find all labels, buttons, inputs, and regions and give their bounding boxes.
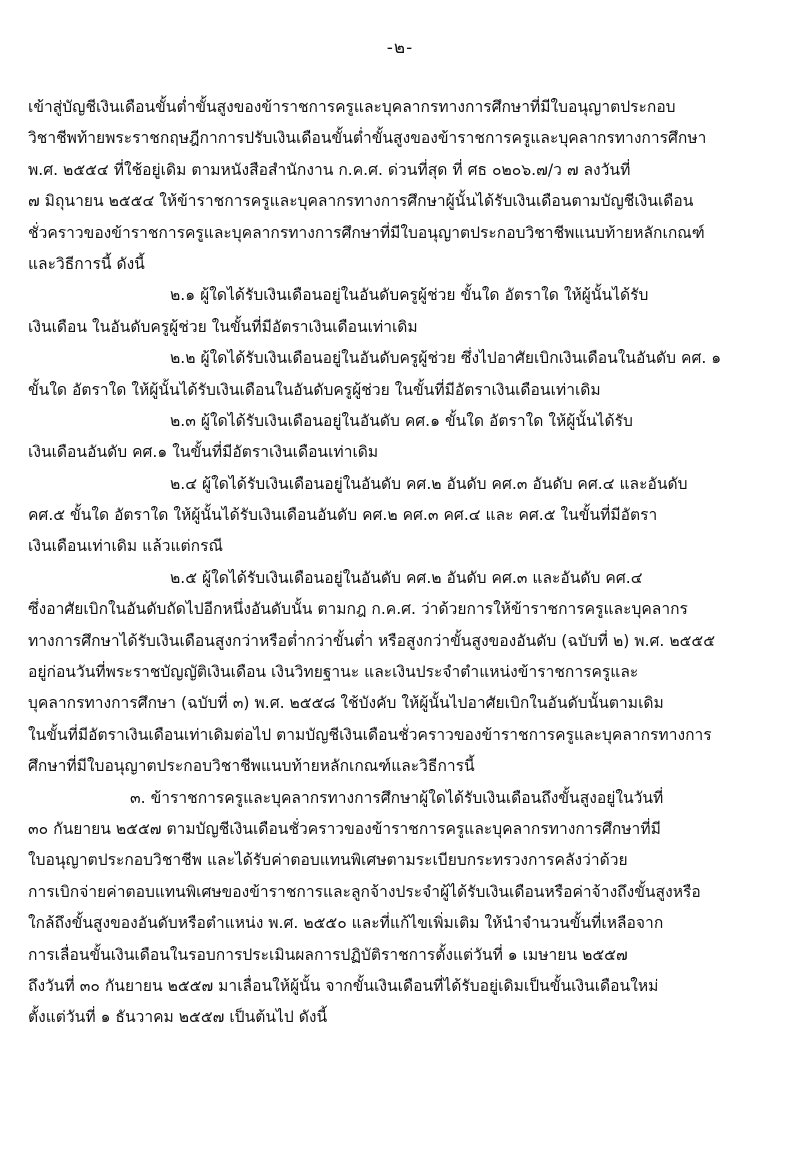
clause-2-5 — [28, 563, 780, 783]
document-body — [28, 92, 780, 1034]
text-line: อยู่ก่อนวันที่พระราชบัญญัติเงินเดือน เงินวิทยฐานะ และเงินประจำตำแหน่งข้าราชการครูและ — [28, 663, 639, 682]
clause-2-2 — [28, 343, 780, 406]
text-line: และวิธีการนี้ ดังนี้ — [28, 254, 145, 273]
text-line: ๒.๓ ผู้ใดได้รับเงินเดือนอยู่ในอันดับ คศ.๑ ขั้นใด อัตราใด ให้ผู้นั้นได้รับ — [170, 411, 633, 430]
text-line: ๗ มิถุนายน ๒๕๕๔ ให้ข้าราชการครูและบุคลากรทางการศึกษาผู้นั้นได้รับเงินเดือนตามบัญชีเงินเดือน — [28, 192, 694, 211]
text-line: ถึงวันที่ ๓๐ กันยายน ๒๕๕๗ มาเลื่อนให้ผู้นั้น จากขั้นเงินเดือนที่ได้รับอยู่เดิมเป็นขั้นเงินเดือนใหม่ — [28, 976, 659, 995]
text-line: ซึ่งอาศัยเบิกในอันดับถัดไปอีกหนึ่งอันดับนั้น ตามกฎ ก.ค.ศ. ว่าด้วยการให้ข้าราชการครูและบุคลากร — [28, 600, 688, 619]
text-line: การเลื่อนขั้นเงินเดือนในรอบการประเมินผลการปฏิบัติราชการตั้งแต่วันที่ ๑ เมษายน ๒๕๕๗ — [28, 945, 628, 964]
text-line: ๒.๑ ผู้ใดได้รับเงินเดือนอยู่ในอันดับครูผู้ช่วย ขั้นใด อัตราใด ให้ผู้นั้นได้รับ — [170, 286, 649, 305]
text-line: ชั่วคราวของข้าราชการครูและบุคลากรทางการศึกษาที่มีใบอนุญาตประกอบวิชาชีพแนบท้ายหลักเกณฑ์ — [28, 223, 705, 242]
text-line: ๒.๔ ผู้ใดได้รับเงินเดือนอยู่ในอันดับ คศ.๒ อันดับ คศ.๓ อันดับ คศ.๔ และอันดับ — [170, 474, 688, 493]
text-line: เงินเดือนอันดับ คศ.๑ ในขั้นที่มีอัตราเงินเดือนเท่าเดิม — [28, 443, 379, 462]
text-line: ขั้นใด อัตราใด ให้ผู้นั้นได้รับเงินเดือนในอันดับครูผู้ช่วย ในขั้นที่มีอัตราเงินเดือนเท่าเดิม — [28, 380, 601, 399]
text-line: วิชาชีพท้ายพระราชกฤษฎีกาการปรับเงินเดือนขั้นต่ำขั้นสูงของข้าราชการครูและบุคลากรทางการศึกษา — [28, 129, 707, 148]
clause-2-1 — [28, 280, 780, 343]
intro-paragraph — [28, 92, 780, 280]
text-line: เข้าสู่บัญชีเงินเดือนขั้นต่ำขั้นสูงของข้าราชการครูและบุคลากรทางการศึกษาที่มีใบอนุญาตประกอบ — [28, 98, 676, 116]
text-line: การเบิกจ่ายค่าตอบแทนพิเศษของข้าราชการและลูกจ้างประจำผู้ได้รับเงินเดือนหรือค่าจ้างถึงขั้นสูงหรือ — [28, 882, 701, 901]
text-line: ๒.๕ ผู้ใดได้รับเงินเดือนอยู่ในอันดับ คศ.๒ อันดับ คศ.๓ และอันดับ คศ.๔ — [170, 568, 643, 587]
text-line: เงินเดือน ในอันดับครูผู้ช่วย ในขั้นที่มีอัตราเงินเดือนเท่าเดิม — [28, 317, 418, 336]
text-line: ทางการศึกษาได้รับเงินเดือนสูงกว่าหรือต่ำกว่าขั้นต่ำ หรือสูงกว่าขั้นสูงของอันดับ (ฉบับที่ ๒) พ.ศ. ๒๕๕๕ — [28, 631, 716, 650]
text-line: ๒.๒ ผู้ใดได้รับเงินเดือนอยู่ในอันดับครูผู้ช่วย ซึ่งไปอาศัยเบิกเงินเดือนในอันดับ คศ. ๑ — [170, 349, 722, 368]
text-line: ใบอนุญาตประกอบวิชาชีพ และได้รับค่าตอบแทนพิเศษตามระเบียบกระทรวงการคลังว่าด้วย — [28, 851, 628, 870]
clause-2-4 — [28, 469, 780, 563]
text-line: ศึกษาที่มีใบอนุญาตประกอบวิชาชีพแนบท้ายหลักเกณฑ์และวิธีการนี้ — [28, 757, 475, 776]
text-line: พ.ศ. ๒๕๕๔ ที่ใช้อยู่เดิม ตามหนังสือสำนักงาน ก.ค.ศ. ด่วนที่สุด ที่ ศธ ๐๒๐๖.๗/ว ๗ ลงวันที่ — [28, 160, 631, 179]
clause-3 — [28, 783, 780, 1034]
page-number: -๒- — [386, 38, 414, 58]
text-line: ใกล้ถึงขั้นสูงของอันดับหรือตำแหน่ง พ.ศ. ๒๕๕๐ และที่แก้ไขเพิ่มเติม ให้นำจำนวนขั้นที่เหลือจาก — [28, 914, 664, 933]
text-line: บุคลากรทางการศึกษา (ฉบับที่ ๓) พ.ศ. ๒๕๕๘ ใช้บังคับ ให้ผู้นั้นไปอาศัยเบิกในอันดับนั้นตามเดิม — [28, 694, 664, 713]
text-line: ๓๐ กันยายน ๒๕๕๗ ตามบัญชีเงินเดือนชั่วคราวของข้าราชการครูและบุคลากรทางการศึกษาที่มี — [28, 819, 661, 838]
text-line: ตั้งแต่วันที่ ๑ ธันวาคม ๒๕๕๗ เป็นต้นไป ดังนี้ — [28, 1008, 328, 1027]
text-line: คศ.๕ ขั้นใด อัตราใด ให้ผู้นั้นได้รับเงินเดือนอันดับ คศ.๒ คศ.๓ คศ.๔ และ คศ.๕ ในขั้นที่มีอัตรา — [28, 506, 658, 525]
clause-2-3 — [28, 406, 780, 469]
text-line: ๓. ข้าราชการครูและบุคลากรทางการศึกษาผู้ใดได้รับเงินเดือนถึงขั้นสูงอยู่ในวันที่ — [130, 788, 664, 807]
text-line: ในขั้นที่มีอัตราเงินเดือนเท่าเดิมต่อไป ตามบัญชีเงินเดือนชั่วคราวของข้าราชการครูและบุคลากรทางการ — [28, 725, 712, 744]
text-line: เงินเดือนเท่าเดิม แล้วแต่กรณี — [28, 537, 223, 556]
